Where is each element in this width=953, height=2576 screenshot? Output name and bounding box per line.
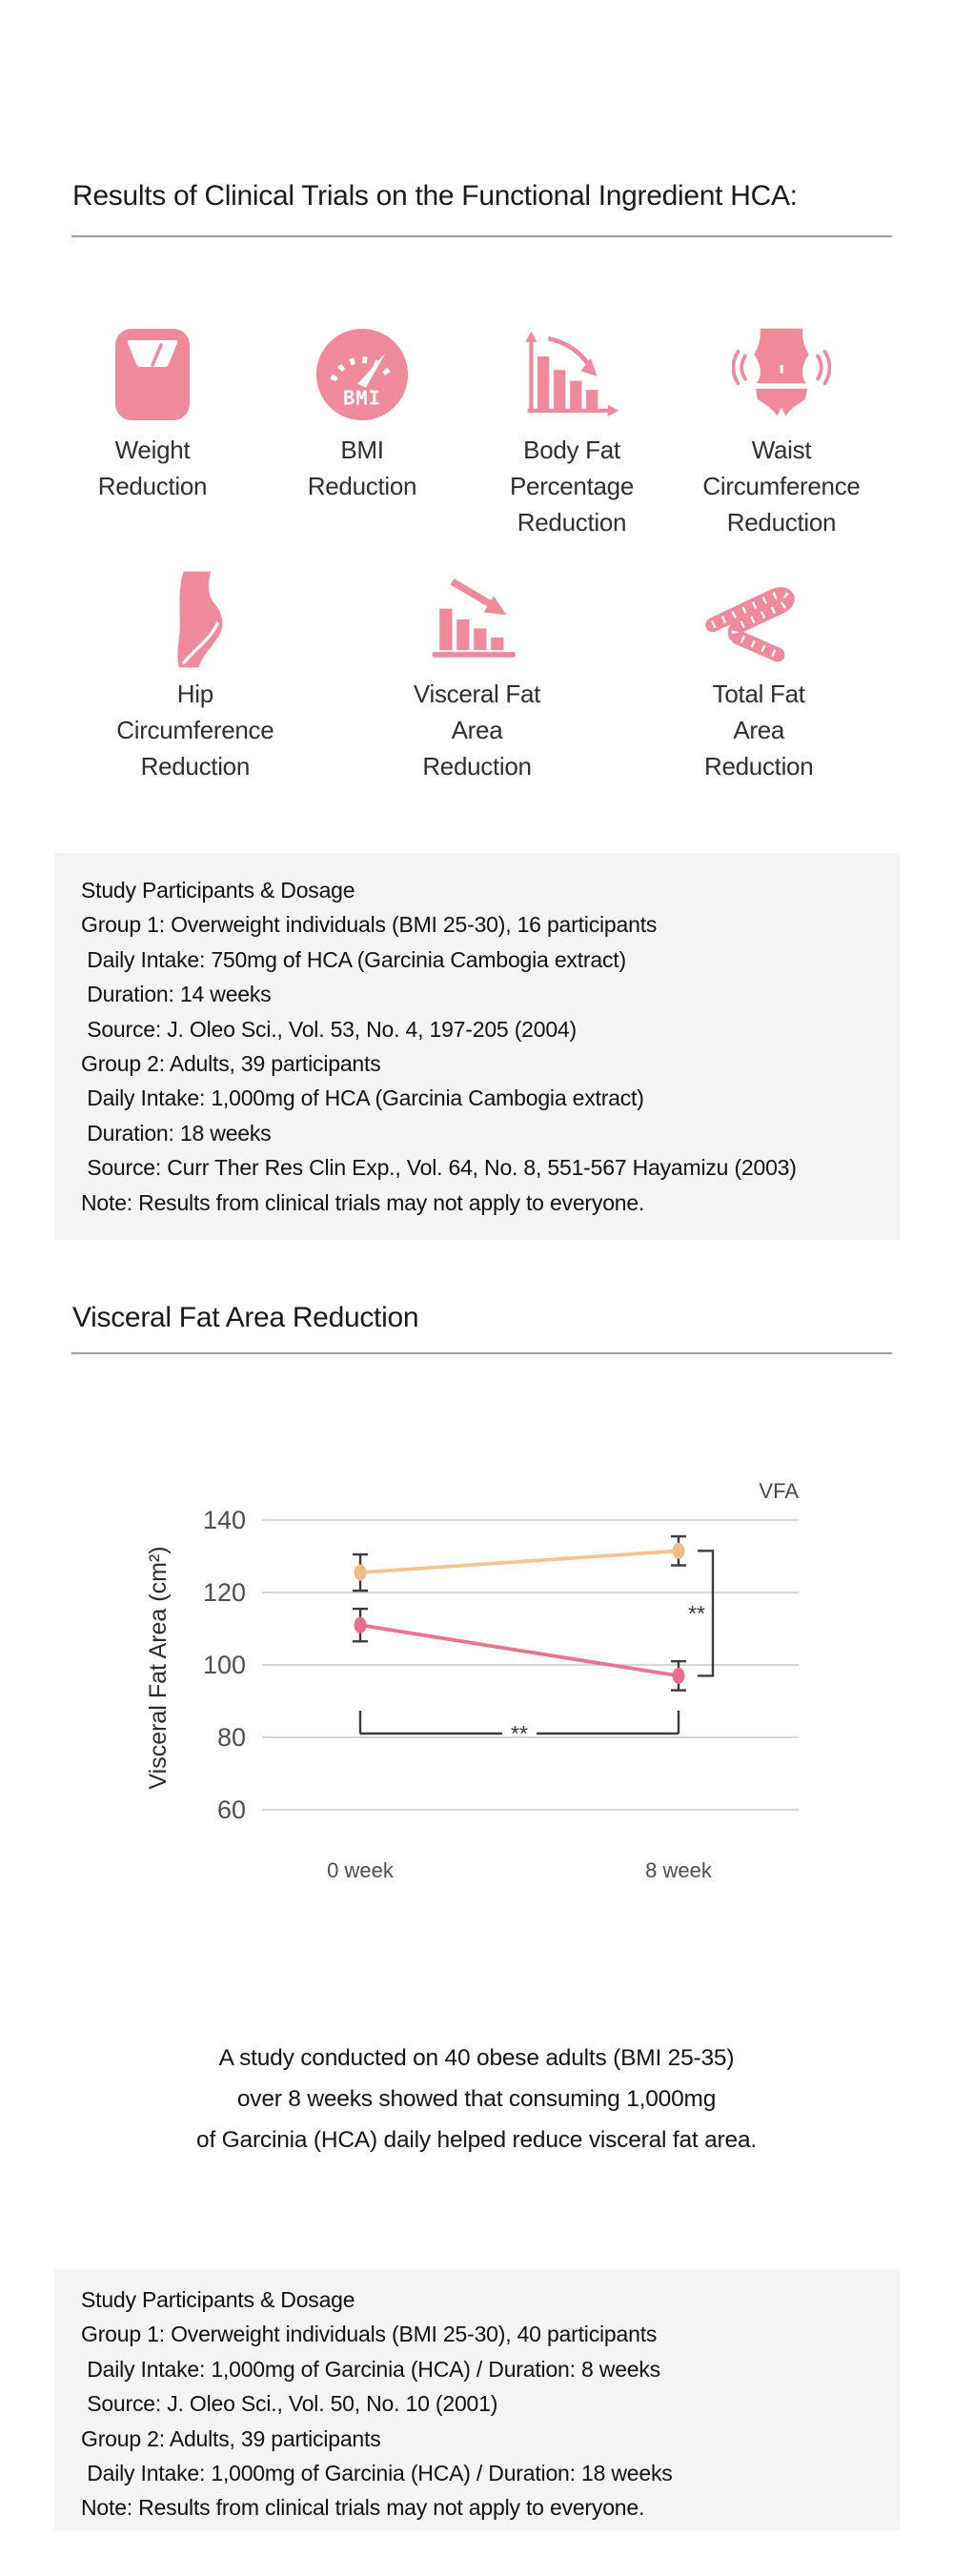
benefit-total-fat-reduction: [618, 567, 900, 784]
chart-caption: A study conducted on 40 obese adults (BMI 25-35) over 8 weeks showed that consuming 1,000mg of Garcinia (HCA) daily helped reduce visceral fat area.: [196, 2045, 757, 2153]
study-box-line: Group 1: Overweight individuals (BMI 25-30), 16 participants: [81, 912, 658, 938]
svg-text:140: 140: [202, 1506, 246, 1534]
study-participants-box-1: [54, 853, 900, 1240]
benefit-label: Weight Reduction: [97, 436, 208, 500]
study-box-line: Source: J. Oleo Sci., Vol. 53, No. 4, 197-205 (2004): [81, 1016, 577, 1042]
svg-text:100: 100: [202, 1651, 246, 1679]
study-box-line: Source: Curr Ther Res Clin Exp., Vol. 64, No. 8, 551-567 Hayamizu (2003): [81, 1155, 797, 1181]
study-box-line: Study Participants & Dosage: [81, 2287, 355, 2312]
svg-text:BMI: BMI: [342, 386, 382, 410]
benefit-weight-reduction: [48, 321, 257, 540]
svg-text:120: 120: [202, 1578, 246, 1607]
study-box-line: Study Participants & Dosage: [81, 878, 355, 903]
benefit-row-2: [54, 567, 900, 784]
study-box-line: Note: Results from clinical trials may not apply to everyone.: [81, 2495, 645, 2521]
study-box-line: Daily Intake: 1,000mg of HCA (Garcinia Cambogia extract): [81, 1085, 644, 1111]
study-box-line: Daily Intake: 1,000mg of Garcinia (HCA) / Duration: 18 weeks: [81, 2461, 673, 2486]
svg-text:**: **: [511, 1721, 528, 1746]
benefit-hip-reduction: [54, 567, 336, 784]
vfa-line-chart: [124, 1456, 820, 1899]
benefit-label: Total Fat Area Reduction: [703, 679, 814, 781]
benefit-label: Hip Circumference Reduction: [116, 679, 274, 781]
svg-text:8 week: 8 week: [645, 1858, 712, 1882]
tape-measure-icon: [700, 567, 818, 672]
benefit-label: Visceral Fat Area Reduction: [413, 679, 541, 781]
body-fat-chart-icon: [521, 321, 622, 428]
benefit-waist-reduction: [677, 321, 886, 540]
page-title: Results of Clinical Trials on the Functional Ingredient HCA:: [72, 180, 798, 212]
weight-scale-icon: [112, 321, 193, 428]
study-box-line: Daily Intake: 750mg of HCA (Garcinia Cambogia extract): [81, 946, 626, 972]
study-box-line: Group 2: Adults, 39 participants: [81, 2425, 381, 2451]
section-divider: [71, 1352, 892, 1354]
study-box-line: Group 1: Overweight individuals (BMI 25-30), 40 participants: [81, 2322, 658, 2347]
waist-icon: [732, 321, 831, 428]
study-box-line: Daily Intake: 1,000mg of Garcinia (HCA) / Duration: 8 weeks: [81, 2356, 660, 2382]
svg-text:80: 80: [216, 1723, 246, 1752]
benefit-label: Waist Circumference Reduction: [702, 436, 861, 537]
vfa-chart-container: [124, 1456, 820, 1899]
study-box-line: Group 2: Adults, 39 participants: [81, 1051, 381, 1077]
svg-text:**: **: [688, 1600, 705, 1626]
benefit-visceral-fat-reduction: [336, 567, 618, 784]
bmi-gauge-icon: [314, 321, 411, 428]
study-box-line: Duration: 14 weeks: [81, 982, 272, 1007]
benefit-label: Body Fat Percentage Reduction: [510, 436, 634, 537]
study-box-line: Note: Results from clinical trials may not apply to everyone.: [81, 1189, 645, 1215]
benefit-row-1: [48, 321, 886, 540]
title-divider: [71, 235, 892, 237]
svg-text:60: 60: [216, 1795, 246, 1824]
svg-text:VFA: VFA: [759, 1479, 799, 1503]
study-participants-box-2: [54, 2269, 900, 2530]
benefit-label: BMI Reduction: [307, 436, 417, 500]
svg-text:Visceral Fat Area (cm²): Visceral Fat Area (cm²): [145, 1546, 172, 1790]
hip-icon: [159, 567, 232, 672]
benefit-bmi-reduction: [257, 321, 467, 540]
study-box-line: Source: J. Oleo Sci., Vol. 50, No. 10 (2001): [81, 2391, 498, 2417]
benefit-body-fat-reduction: [467, 321, 677, 540]
study-box-line: Duration: 18 weeks: [81, 1120, 272, 1146]
section-title-visceral-fat: Visceral Fat Area Reduction: [72, 1302, 419, 1333]
visceral-fat-chart-icon: [427, 567, 528, 672]
svg-text:0 week: 0 week: [327, 1858, 394, 1882]
